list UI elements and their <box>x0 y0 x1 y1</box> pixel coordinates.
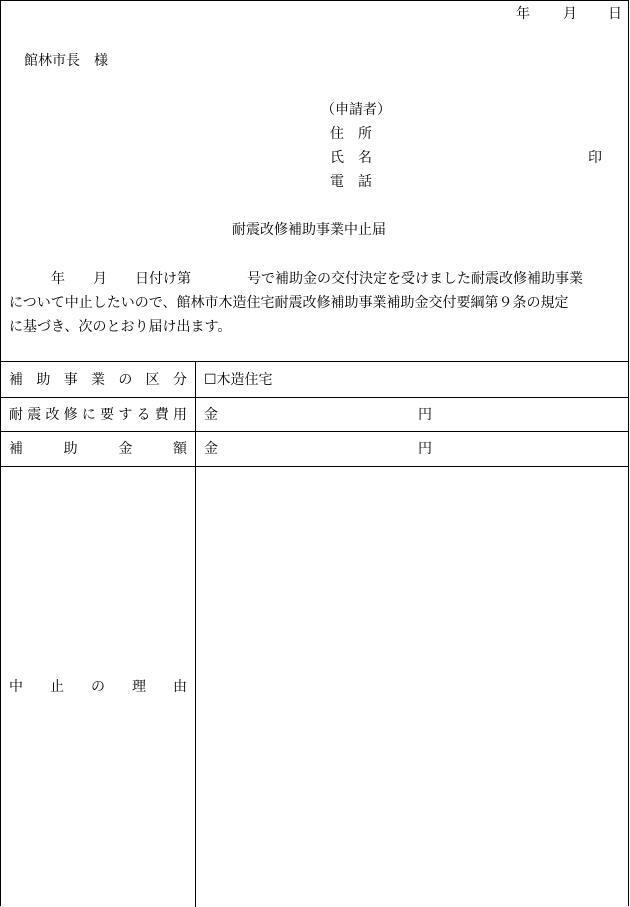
row-label-project-category: 補 助 事 業 の 区 分 <box>9 372 187 388</box>
retrofit-cost-prefix: 金 <box>204 407 218 423</box>
date-year-label: 年 <box>516 6 530 22</box>
date-month-label: 月 <box>563 6 577 22</box>
body-line-3: に基づき、次のとおり届け出ます。 <box>9 319 232 335</box>
cancellation-reason-field[interactable] <box>197 468 627 905</box>
applicant-heading: （申請者） <box>321 102 391 118</box>
table-row-divider-3 <box>0 466 629 467</box>
retrofit-cost-unit: 円 <box>418 407 432 423</box>
row-label-cancellation-reason: 中 止 の 理 由 <box>9 679 187 695</box>
body-line-2: について中止したいので、館林市木造住宅耐震改修補助事業補助金交付要綱第９条の規定 <box>9 295 569 311</box>
subsidy-amount-prefix: 金 <box>204 441 218 457</box>
document-title: 耐震改修補助事業中止届 <box>232 222 386 238</box>
phone-label: 電 話 <box>330 174 372 190</box>
table-row-divider-2 <box>0 431 629 432</box>
table-top-border <box>0 361 629 362</box>
row-label-retrofit-cost: 耐 震 改 修 に 要 す る 費 用 <box>9 407 187 423</box>
date-day-label: 日 <box>608 6 622 22</box>
table-row-divider-1 <box>0 397 629 398</box>
body-paragraph <box>9 267 623 339</box>
address-label: 住 所 <box>330 126 372 142</box>
subsidy-amount-unit: 円 <box>418 441 432 457</box>
name-label: 氏 名 <box>330 150 372 166</box>
wooden-house-checkbox-label[interactable]: ☐木造住宅 <box>204 372 273 388</box>
row-label-subsidy-amount: 補 助 金 額 <box>9 441 187 457</box>
body-line-1: 年 月 日付け第 号で補助金の交付決定を受けました耐震改修補助事業 <box>9 271 583 287</box>
seal-mark: 印 <box>588 150 602 166</box>
addressee: 館林市長 様 <box>24 53 108 69</box>
table-column-divider <box>195 361 196 907</box>
